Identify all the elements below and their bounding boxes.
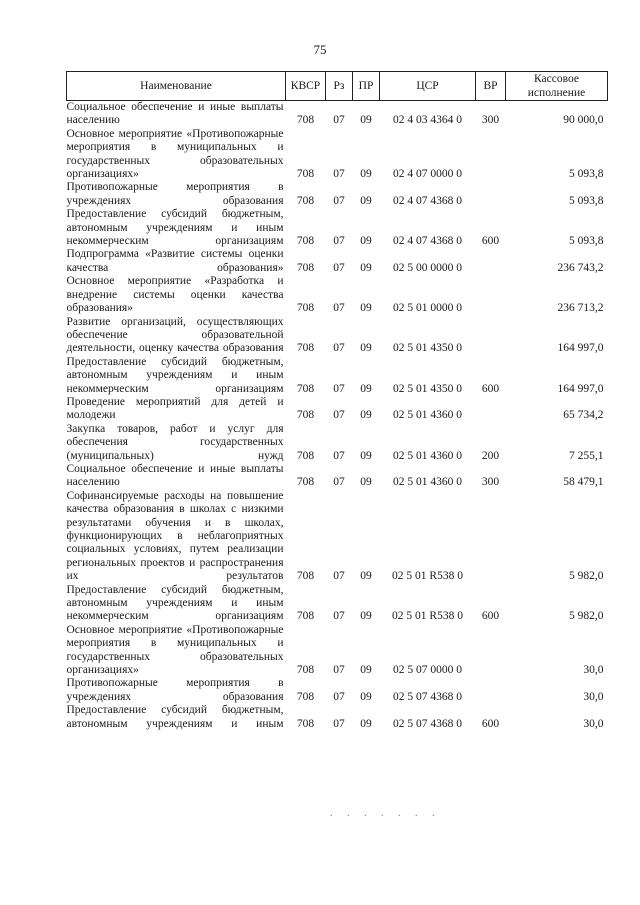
row-pr: 09: [360, 235, 372, 248]
row-pr: 09: [360, 114, 372, 127]
row-rz: 07: [333, 610, 345, 623]
row-rz: 07: [333, 302, 345, 315]
row-name: Развитие организаций, осуществляющих обеспечение образовательной деятельности, оценку качества образования: [66, 315, 284, 355]
row-name: Софинансируемые расходы на повышение качества образования в школах с низкими результатами обучения и в школах, функционирующих в неблагоприятных социальных условиях, путем реализации региональных проектов и распространения их результатов: [66, 489, 284, 583]
row-pr: 09: [360, 717, 372, 730]
row-vr: [476, 490, 506, 584]
row-kvsr: 708: [296, 114, 315, 127]
row-kvsr: 708: [296, 610, 315, 623]
row-rz: 07: [333, 664, 345, 677]
header-amount: Кассовое исполнение: [506, 72, 608, 101]
row-vr: [476, 396, 506, 423]
row-rz: 07: [333, 168, 345, 181]
row-amount: 236 743,2: [557, 261, 604, 274]
table-row: [67, 316, 608, 356]
scan-marks: . . . . . . .: [330, 808, 441, 819]
row-kvsr: 708: [296, 194, 315, 207]
row-name: Основное мероприятие «Разработка и внедрение системы оценки качества образования»: [66, 275, 284, 315]
row-csr: 02 4 07 0000 0: [393, 168, 462, 181]
row-csr: 02 5 01 0000 0: [393, 302, 462, 315]
table-header-row: [67, 72, 608, 101]
row-csr: 02 5 01 4360 0: [393, 476, 462, 489]
row-kvsr: 708: [296, 476, 315, 489]
table-row: [67, 490, 608, 584]
row-rz: 07: [333, 717, 345, 730]
row-pr: 09: [360, 409, 372, 422]
row-csr: 02 5 01 4350 0: [393, 342, 462, 355]
row-vr: [476, 677, 506, 704]
row-vr: [476, 316, 506, 356]
row-vr: [476, 248, 506, 275]
header-name: Наименование: [67, 72, 286, 101]
row-vr: 600: [481, 717, 500, 730]
header-csr: ЦСР: [380, 72, 476, 101]
row-rz: 07: [333, 342, 345, 355]
row-csr: 02 5 01 4360 0: [393, 449, 462, 462]
row-kvsr: 708: [296, 168, 315, 181]
table-row: [67, 677, 608, 704]
row-amount: 236 713,2: [557, 302, 604, 315]
row-rz: 07: [333, 261, 345, 274]
row-amount: 30,0: [583, 664, 604, 677]
row-name: Предоставление субсидий бюджетным, автономным учреждениям и иным некоммерческим организациям: [66, 208, 284, 248]
row-pr: 09: [360, 168, 372, 181]
row-rz: 07: [333, 114, 345, 127]
row-csr: 02 5 00 0000 0: [393, 261, 462, 274]
row-name: Предоставление субсидий бюджетным, автономным учреждениям и иным некоммерческим организациям: [66, 583, 284, 623]
table-row: [67, 181, 608, 208]
row-kvsr: 708: [296, 302, 315, 315]
table-row: [67, 248, 608, 275]
row-kvsr: 708: [296, 664, 315, 677]
row-kvsr: 708: [296, 382, 315, 395]
row-vr: 600: [481, 235, 500, 248]
row-vr: 600: [481, 610, 500, 623]
row-name: Основное мероприятие «Противопожарные мероприятия в муниципальных и государственных образовательных организациях»: [66, 623, 284, 677]
row-vr: [476, 624, 506, 678]
row-pr: 09: [360, 570, 372, 583]
row-name: Проведение мероприятий для детей и молодежи: [66, 395, 284, 422]
row-pr: 09: [360, 194, 372, 207]
row-csr: 02 5 07 4368 0: [393, 690, 462, 703]
row-pr: 09: [360, 449, 372, 462]
row-rz: 07: [333, 476, 345, 489]
row-pr: 09: [360, 382, 372, 395]
table-row: [67, 356, 608, 396]
row-name: Предоставление субсидий бюджетным, автономным учреждениям и иным: [66, 704, 284, 730]
row-rz: 07: [333, 449, 345, 462]
row-amount: 65 734,2: [563, 409, 604, 422]
row-amount: 5 982,0: [569, 570, 604, 583]
row-amount: 30,0: [583, 690, 604, 703]
table-row: [67, 275, 608, 315]
row-kvsr: 708: [296, 261, 315, 274]
page-number: 75: [313, 42, 327, 57]
row-amount: 164 997,0: [557, 342, 604, 355]
row-name: Закупка товаров, работ и услуг для обеспечения государственных (муниципальных) нужд: [66, 422, 284, 462]
row-kvsr: 708: [296, 235, 315, 248]
row-name: Основное мероприятие «Противопожарные мероприятия в муниципальных и государственных образовательных организациях»: [66, 127, 284, 181]
row-kvsr: 708: [296, 342, 315, 355]
row-vr: 300: [481, 114, 500, 127]
row-pr: 09: [360, 302, 372, 315]
row-kvsr: 708: [296, 690, 315, 703]
row-csr: 02 5 01 4350 0: [393, 382, 462, 395]
table-row: [67, 463, 608, 490]
table-row: [67, 423, 608, 463]
row-vr: 600: [481, 382, 500, 395]
row-amount: 5 093,8: [569, 235, 604, 248]
row-rz: 07: [333, 194, 345, 207]
row-csr: 02 5 07 0000 0: [393, 664, 462, 677]
row-name: Подпрограмма «Развитие системы оценки качества образования»: [66, 248, 284, 274]
row-kvsr: 708: [296, 409, 315, 422]
table-row: [67, 208, 608, 248]
row-amount: 164 997,0: [557, 382, 604, 395]
row-rz: 07: [333, 570, 345, 583]
row-kvsr: 708: [296, 717, 315, 730]
row-csr: 02 4 07 4368 0: [393, 235, 462, 248]
row-pr: 09: [360, 610, 372, 623]
row-pr: 09: [360, 476, 372, 489]
row-amount: 7 255,1: [569, 449, 604, 462]
row-kvsr: 708: [296, 449, 315, 462]
row-csr: 02 4 03 4364 0: [393, 114, 462, 127]
row-name: Противопожарные мероприятия в учреждениях образования: [66, 181, 284, 207]
row-name: Социальное обеспечение и иные выплаты населению: [66, 462, 284, 489]
row-amount: 5 093,8: [569, 168, 604, 181]
row-name: Противопожарные мероприятия в учреждениях образования: [66, 677, 284, 703]
table-row: [67, 704, 608, 731]
row-csr: 02 5 07 4368 0: [393, 717, 462, 730]
header-kvsr: КВСР: [286, 72, 326, 101]
row-rz: 07: [333, 409, 345, 422]
budget-execution-table: [66, 71, 608, 731]
row-pr: 09: [360, 690, 372, 703]
header-vr: ВР: [476, 72, 506, 101]
header-pr: ПР: [353, 72, 380, 101]
row-csr: 02 5 01 4360 0: [393, 409, 462, 422]
row-rz: 07: [333, 235, 345, 248]
row-vr: [476, 181, 506, 208]
row-amount: 5 982,0: [569, 610, 604, 623]
header-rz: Рз: [326, 72, 353, 101]
row-csr: 02 5 01 R538 0: [392, 570, 463, 583]
row-rz: 07: [333, 382, 345, 395]
row-amount: 30,0: [583, 717, 604, 730]
row-vr: 200: [481, 449, 500, 462]
table-row: [67, 624, 608, 678]
row-name: Предоставление субсидий бюджетным, автономным учреждениям и иным некоммерческим организациям: [66, 355, 284, 395]
row-amount: 5 093,8: [569, 194, 604, 207]
row-pr: 09: [360, 261, 372, 274]
table-row: [67, 128, 608, 182]
table-row: [67, 101, 608, 128]
row-amount: 58 479,1: [563, 476, 604, 489]
table-row: [67, 396, 608, 423]
row-pr: 09: [360, 342, 372, 355]
row-rz: 07: [333, 690, 345, 703]
row-kvsr: 708: [296, 570, 315, 583]
row-vr: [476, 275, 506, 315]
row-name: Социальное обеспечение и иные выплаты населению: [66, 101, 284, 127]
table-row: [67, 584, 608, 624]
row-vr: 300: [481, 476, 500, 489]
row-pr: 09: [360, 664, 372, 677]
row-vr: [476, 128, 506, 182]
row-amount: 90 000,0: [563, 114, 604, 127]
row-csr: 02 4 07 4368 0: [393, 194, 462, 207]
row-csr: 02 5 01 R538 0: [392, 610, 463, 623]
